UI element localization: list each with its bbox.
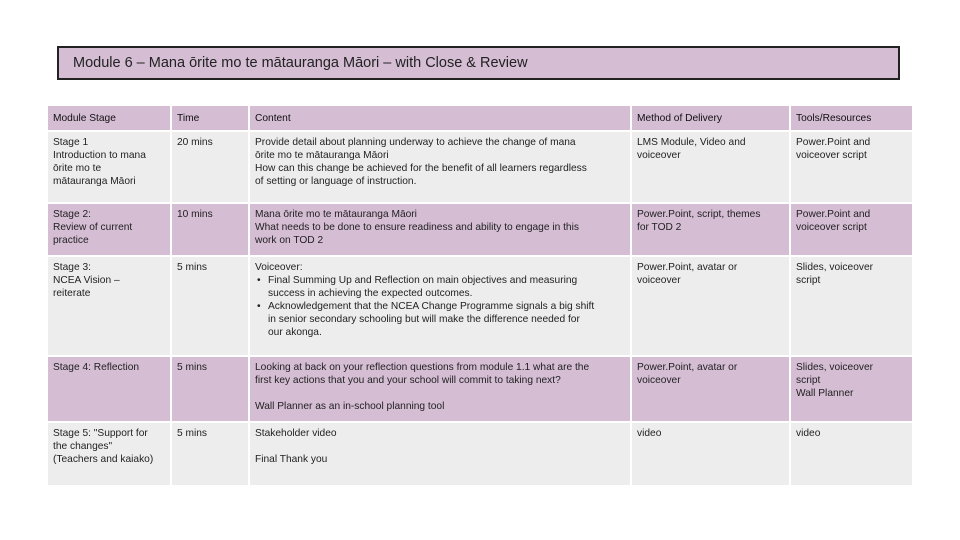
content-cell bbox=[250, 204, 630, 255]
stage-text: Stage 5: "Support for bbox=[53, 428, 148, 439]
content-text: Wall Planner as an in-school planning tool bbox=[255, 401, 445, 412]
header-time: Time bbox=[172, 106, 248, 130]
method-cell bbox=[632, 357, 789, 421]
method-text: voiceover bbox=[637, 150, 681, 161]
table-row bbox=[48, 423, 912, 485]
stage-text: Introduction to mana bbox=[53, 150, 146, 161]
content-cell bbox=[250, 132, 630, 202]
content-text: • Acknowledgement that the NCEA Change Programme signals a big shift bbox=[268, 301, 595, 312]
content-text: first key actions that you and your school will commit to taking next? bbox=[255, 375, 561, 386]
method-text: Power.Point, avatar or bbox=[637, 262, 738, 273]
stage-text: Stage 1 bbox=[53, 137, 89, 148]
method-text: voiceover bbox=[637, 275, 681, 286]
time-cell: 20 mins bbox=[172, 132, 248, 202]
content-text: Stakeholder video bbox=[255, 428, 337, 439]
stage-cell bbox=[48, 423, 170, 485]
time-cell: 10 mins bbox=[172, 204, 248, 255]
content-cell bbox=[250, 357, 630, 421]
stage-text: the changes" bbox=[53, 441, 113, 452]
tools-text: video bbox=[796, 428, 821, 439]
stage-text: reiterate bbox=[53, 288, 91, 299]
table-row bbox=[48, 357, 912, 421]
method-text: Power.Point, avatar or bbox=[637, 362, 738, 373]
tools-text: Slides, voiceover bbox=[796, 262, 874, 273]
stage-cell bbox=[48, 357, 170, 421]
stage-text: practice bbox=[53, 235, 89, 246]
content-text: Looking at back on your reflection questions from module 1.1 what are the bbox=[255, 362, 590, 373]
tools-cell bbox=[791, 204, 912, 255]
table-row bbox=[48, 204, 912, 255]
tools-cell bbox=[791, 132, 912, 202]
stage-text: NCEA Vision – bbox=[53, 275, 120, 286]
page-title: Module 6 – Mana ōrite mo te mātauranga Māori – with Close & Review bbox=[57, 46, 900, 80]
table-row bbox=[48, 132, 912, 202]
stage-text: ōrite mo te bbox=[53, 163, 102, 174]
method-cell bbox=[632, 204, 789, 255]
header-method-of-delivery: Method of Delivery bbox=[632, 106, 789, 130]
method-text: Power.Point, script, themes bbox=[637, 209, 761, 220]
content-text: How can this change be achieved for the benefit of all learners regardless bbox=[255, 163, 587, 174]
content-cell bbox=[250, 257, 630, 355]
method-cell bbox=[632, 423, 789, 485]
tools-text: Wall Planner bbox=[796, 388, 854, 399]
tools-text: script bbox=[796, 375, 821, 386]
content-text: success in achieving the expected outcomes. bbox=[268, 288, 473, 299]
content-text: ōrite mo te mātauranga Māori bbox=[255, 150, 389, 161]
stage-text: Stage 2: bbox=[53, 209, 91, 220]
tools-cell bbox=[791, 423, 912, 485]
content-text: What needs to be done to ensure readiness and ability to engage in this bbox=[255, 222, 579, 233]
stage-cell bbox=[48, 132, 170, 202]
content-text: Final Thank you bbox=[255, 454, 328, 465]
tools-text: Slides, voiceover bbox=[796, 362, 874, 373]
time-cell: 5 mins bbox=[172, 257, 248, 355]
stage-text: Stage 3: bbox=[53, 262, 91, 273]
content-text: • Final Summing Up and Reflection on main objectives and measuring bbox=[268, 275, 578, 286]
content-text: of setting or language of instruction. bbox=[255, 176, 417, 187]
method-text: video bbox=[637, 428, 662, 439]
table-header-row bbox=[48, 106, 912, 130]
time-cell: 5 mins bbox=[172, 423, 248, 485]
content-text: Provide detail about planning underway to achieve the change of mana bbox=[255, 137, 576, 148]
method-text: voiceover bbox=[637, 375, 681, 386]
tools-cell bbox=[791, 357, 912, 421]
content-text: our akonga. bbox=[268, 327, 322, 338]
stage-cell bbox=[48, 204, 170, 255]
tools-cell bbox=[791, 257, 912, 355]
module-plan-table bbox=[46, 104, 914, 487]
header-module-stage: Module Stage bbox=[48, 106, 170, 130]
tools-text: Power.Point and bbox=[796, 137, 871, 148]
content-cell bbox=[250, 423, 630, 485]
stage-text: Stage 4: Reflection bbox=[53, 362, 140, 373]
stage-cell bbox=[48, 257, 170, 355]
content-text: Voiceover: bbox=[255, 262, 303, 273]
tools-text: script bbox=[796, 275, 821, 286]
table-row bbox=[48, 257, 912, 355]
header-tools-resources: Tools/Resources bbox=[791, 106, 912, 130]
content-text: Mana ōrite mo te mātauranga Māori bbox=[255, 209, 417, 220]
method-text: for TOD 2 bbox=[637, 222, 682, 233]
method-cell bbox=[632, 257, 789, 355]
tools-text: Power.Point and bbox=[796, 209, 871, 220]
content-bullet-list bbox=[255, 274, 625, 339]
time-cell: 5 mins bbox=[172, 357, 248, 421]
header-content: Content bbox=[250, 106, 630, 130]
tools-text: voiceover script bbox=[796, 222, 867, 233]
list-item bbox=[268, 300, 625, 339]
list-item bbox=[268, 274, 625, 300]
content-text: in senior secondary schooling but will make the difference needed for bbox=[268, 314, 580, 325]
method-cell bbox=[632, 132, 789, 202]
stage-text: Review of current bbox=[53, 222, 133, 233]
method-text: LMS Module, Video and bbox=[637, 137, 746, 148]
content-text: work on TOD 2 bbox=[255, 235, 324, 246]
stage-text: (Teachers and kaiako) bbox=[53, 454, 154, 465]
stage-text: mātauranga Māori bbox=[53, 176, 136, 187]
tools-text: voiceover script bbox=[796, 150, 867, 161]
